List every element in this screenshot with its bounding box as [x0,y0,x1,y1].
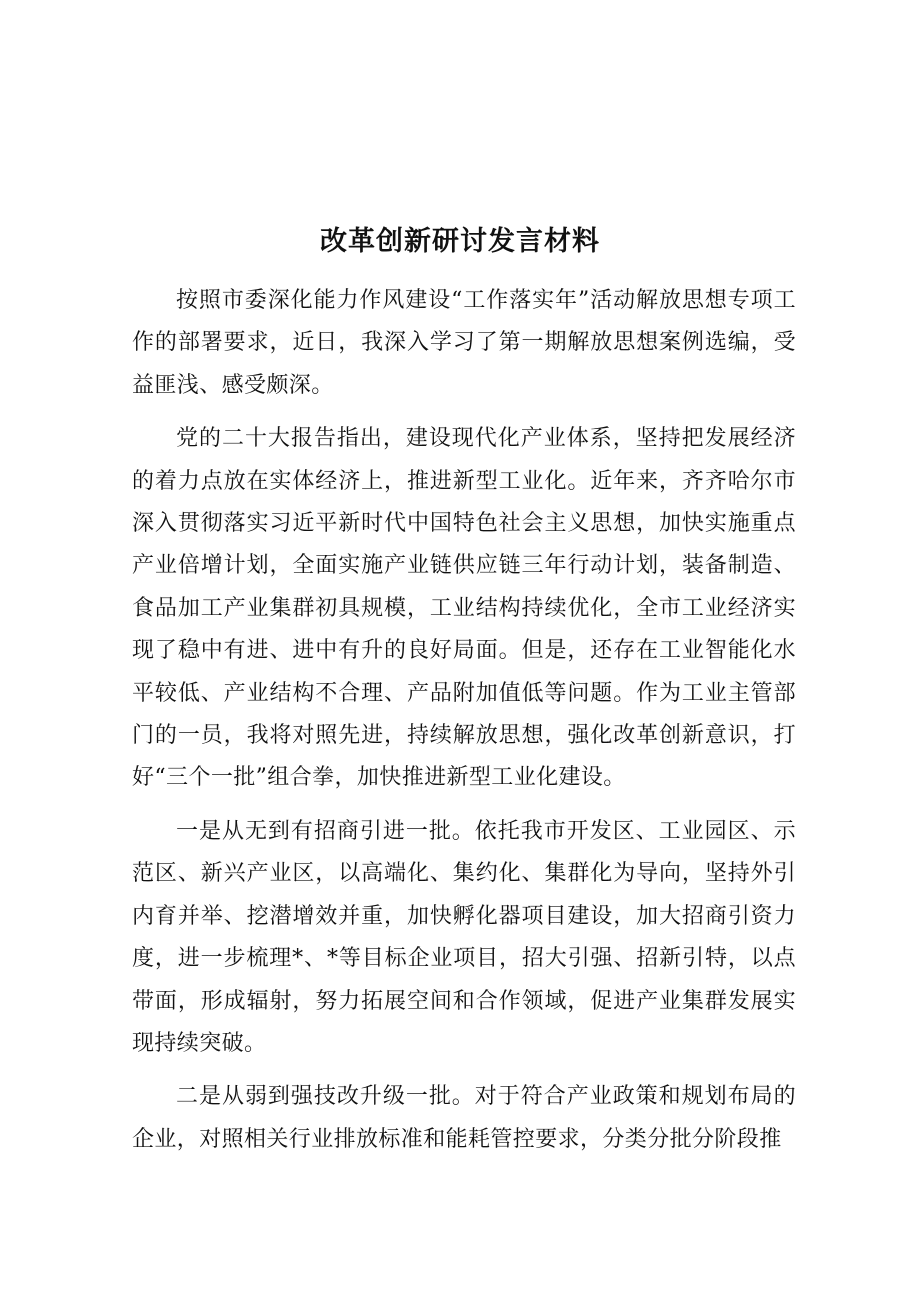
paragraph-background: 党的二十大报告指出，建设现代化产业体系，坚持把发展经济的着力点放在实体经济上，推进新型工业化。近年来，齐齐哈尔市深入贯彻落实习近平新时代中国特色社会主义思想，加快实施重点产业倍增计划，全面实施产业链供应链三年行动计划，装备制造、食品加工产业集群初具规模，工业结构持续优化，全市工业经济实现了稳中有进、进中有升的良好局面。但是，还存在工业智能化水平较低、产业结构不合理、产品附加值低等问题。作为工业主管部门的一员，我将对照先进，持续解放思想，强化改革创新意识，打好“三个一批”组合拳，加快推进新型工业化建设。 [132,426,796,791]
paragraph-point-two: 二是从弱到强技改升级一批。对于符合产业政策和规划布局的企业，对照相关行业排放标准和能耗管控要求，分类分批分阶段推 [132,1084,796,1152]
document-title: 改革创新研讨发言材料 [320,226,600,257]
paragraph-point-one: 一是从无到有招商引进一批。依托我市开发区、工业园区、示范区、新兴产业区，以高端化、集约化、集群化为导向，坚持外引内育并举、挖潜增效并重，加快孵化器项目建设，加大招商引资力度，进一步梳理*、*等目标企业项目，招大引强、招新引特，以点带面，形成辐射，努力拓展空间和合作领域，促进产业集群发展实现持续突破。 [132,818,796,1056]
document-body [132,280,796,1172]
paragraph-intro: 按照市委深化能力作风建设“工作落实年”活动解放思想专项工作的部署要求，近日，我深入学习了第一期解放思想案例选编，受益匪浅、感受颇深。 [132,288,796,398]
